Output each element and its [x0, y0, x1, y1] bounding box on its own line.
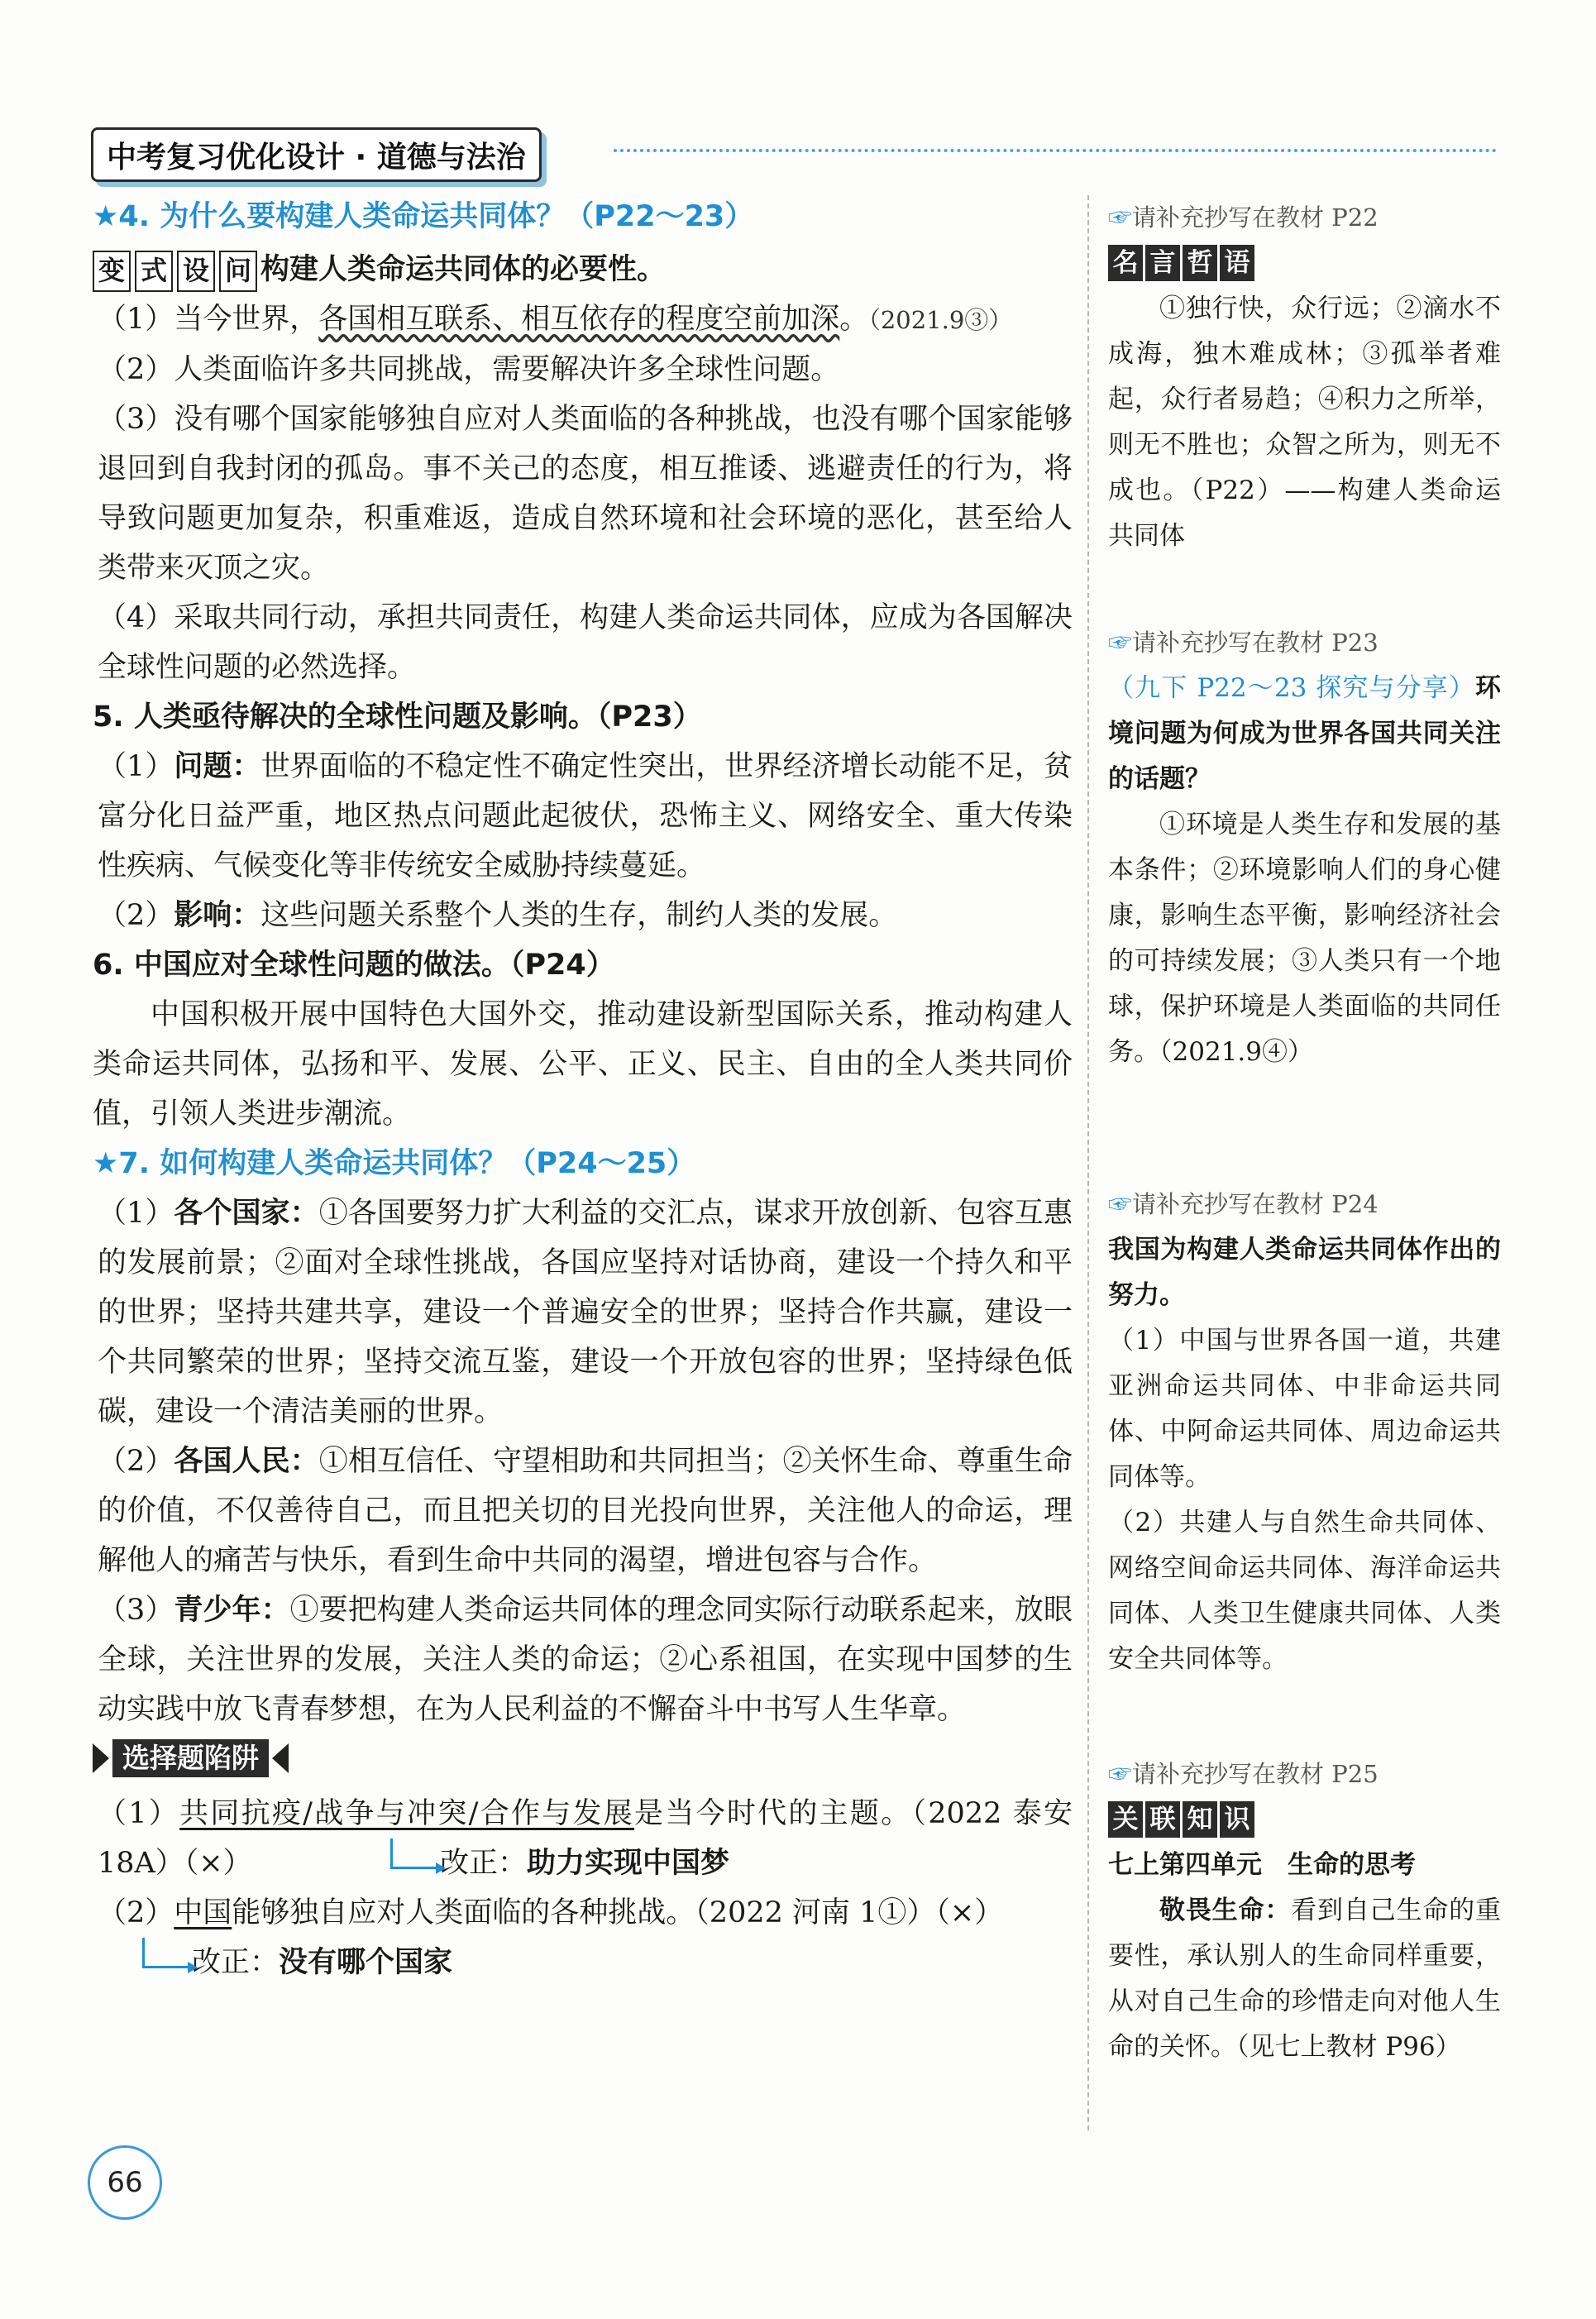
q7-item-1: （1）各个国家：①各国要努力扩大利益的交汇点，谋求开放创新、包容互惠的发展前景；②面对全球性挑战，各国应坚持对话协商，建设一个持久和平的世界；坚持共建共享，建设一个普遍安全的世界；坚持合作共赢，建设一个共同繁荣的世界；坚持交流互鉴，建设一个开放包容的世界；坚持绿色低碳，建设一个清洁美丽的世界。	[98, 1197, 1073, 1428]
q7-item-2: （2）各国人民：①相互信任、守望相助和共同担当；②关怀生命、尊重生命的价值，不仅善待自己，而且把关切的目光投向世界，关注他人的命运，理解他人的痛苦与快乐，看到生命中共同的渴望，增进包容与合作。	[98, 1445, 1073, 1577]
page-number: 66	[88, 2145, 162, 2220]
main-column	[93, 192, 1073, 1987]
tag-famous-quotes: 名 言 哲 语	[1108, 245, 1254, 281]
trap-item-1: （1）共同抗疫/战争与冲突/合作与发展是当今时代的主题。（2022 泰安 18A）（×）	[98, 1797, 1073, 1880]
variant-text: 构建人类命运共同体的必要性。	[260, 253, 667, 286]
q5-item-1: （1）问题：世界面临的不稳定性不确定性突出，世界经济增长动能不足，贫富分化日益严重，地区热点问题此起彼伏，恐怖主义、网络安全、重大传染性疾病、气候变化等非传统安全威胁持续蔓延。	[98, 750, 1073, 882]
variant-question	[93, 245, 1073, 294]
q4-item-4: （4）采取共同行动，承担共同责任，构建人类命运共同体，应成为各国解决全球性问题的必然选择。	[98, 601, 1073, 684]
q4-item-1: （1）当今世界，各国相互联系、相互依存的程度空前加深。（2021.9③）	[98, 303, 1013, 336]
star-icon: ★	[93, 200, 119, 233]
explore-question: （九下 P22～23 探究与分享）环境问题为何成为世界各国共同关注的话题？	[1108, 673, 1501, 794]
header-dotted-rule	[614, 149, 1497, 152]
pointing-hand-icon: ☞	[1108, 1760, 1133, 1788]
trap-section-label: 选择题陷阱	[93, 1739, 289, 1777]
variant-box: 问	[219, 251, 257, 292]
copy-note-p25: ☞请补充抄写在教材 P25	[1108, 1760, 1379, 1788]
question-7-title: ★7. 如何构建人类命运共同体？（P24～25）	[93, 1147, 696, 1180]
header-title: 中考复习优化设计 · 道德与法治	[91, 127, 542, 182]
unit-title: 七上第四单元 生命的思考	[1108, 1850, 1416, 1880]
effort-title: 我国为构建人类命运共同体作出的努力。	[1108, 1235, 1501, 1310]
underlined-text: 共同抗疫/战争与冲突/合作与发展	[179, 1797, 635, 1830]
star-icon: ★	[93, 1147, 119, 1180]
page-header	[91, 116, 1497, 190]
trap-correction-1: 改正：助力实现中国梦	[341, 1838, 1073, 1888]
q6-answer: 中国积极开展中国特色大国外交，推动建设新型国际关系，推动构建人类命运共同体，弘扬和平、发展、公平、正义、民主、自由的全人类共同价值，引领人类进步潮流。	[93, 998, 1073, 1131]
awe-life-text: 敬畏生命：看到自己生命的重要性，承认别人的生命同样重要，从对自己生命的珍惜走向对他人生命的关怀。（见七上教材 P96）	[1108, 1896, 1502, 2062]
variant-boxes	[93, 251, 257, 292]
correction-arrow-icon	[390, 1838, 437, 1869]
explore-reference: （九下 P22～23 探究与分享）	[1108, 673, 1475, 703]
trap-item-2: （2）中国能够独自应对人类面临的各种挑战。（2022 河南 1①）（×）	[98, 1896, 1004, 1929]
correction-arrow-icon	[142, 1938, 189, 1968]
effort-item-1: （1）中国与世界各国一道，共建亚洲命运共同体、中非命运共同体、中阿命运共同体、周边命运共同体等。	[1108, 1326, 1501, 1492]
variant-box: 变	[93, 251, 131, 292]
tag-related-knowledge: 关 联 知 识	[1108, 1801, 1254, 1838]
triangle-left-icon	[272, 1743, 289, 1773]
q4-item-2: （2）人类面临许多共同挑战，需要解决许多全球性问题。	[98, 353, 840, 386]
pointing-hand-icon: ☞	[1108, 629, 1133, 657]
q4-item-3: （3）没有哪个国家能够独自应对人类面临的各种挑战，也没有哪个国家能够退回到自我封闭的孤岛。事不关己的态度，相互推诿、逃避责任的行为，将导致问题更加复杂，积重难返，造成自然环境和社会环境的恶化，甚至给人类带来灭顶之灾。	[98, 403, 1073, 585]
trap-correction-2: 改正：没有哪个国家	[93, 1938, 1073, 1987]
pointing-hand-icon: ☞	[1108, 1190, 1133, 1218]
explore-answer: ①环境是人类生存和发展的基本条件；②环境影响人们的身心健康，影响生态平衡，影响经济社会的可持续发展；③人类只有一个地球，保护环境是人类面临的共同任务。（2021.9④）	[1108, 810, 1501, 1067]
question-5-title: 5. 人类亟待解决的全球性问题及影响。（P23）	[93, 700, 702, 734]
exam-citation: （2021.9③）	[868, 306, 1013, 334]
sidebar-column	[1108, 192, 1501, 2070]
variant-box: 式	[135, 251, 173, 292]
copy-note-p24: ☞请补充抄写在教材 P24	[1108, 1190, 1379, 1218]
question-6-title: 6. 中国应对全球性问题的做法。（P24）	[93, 949, 615, 982]
column-divider	[1087, 195, 1089, 2130]
variant-box: 设	[177, 251, 215, 292]
effort-item-2: （2）共建人与自然生命共同体、网络空间命运共同体、海洋命运共同体、人类卫生健康共同体、人类安全共同体等。	[1108, 1508, 1501, 1674]
question-4-title: ★4. 为什么要构建人类命运共同体？（P22～23）	[93, 200, 754, 233]
copy-note-p22: ☞请补充抄写在教材 P22	[1108, 203, 1379, 232]
pointing-hand-icon: ☞	[1108, 203, 1133, 232]
triangle-right-icon	[93, 1743, 109, 1773]
quote-text: ①独行快，众行远；②滴水不成海，独木难成林；③孤举者难起，众行者易趋；④积力之所举，则无不胜也；众智之所为，则无不成也。（P22）——构建人类命运共同体	[1108, 294, 1501, 551]
copy-note-p23: ☞请补充抄写在教材 P23	[1108, 629, 1379, 657]
q5-item-2: （2）影响：这些问题关系整个人类的生存，制约人类的发展。	[98, 899, 898, 932]
q7-item-3: （3）青少年：①要把构建人类命运共同体的理念同实际行动联系起来，放眼全球，关注世界的发展，关注人类的命运；②心系祖国，在实现中国梦的生动实践中放飞青春梦想，在为人民利益的不懈奋斗中书写人生华章。	[98, 1594, 1073, 1726]
wavy-underline-text: 各国相互联系、相互依存的程度空前加深	[318, 303, 840, 336]
underlined-text: 中国	[174, 1896, 232, 1929]
